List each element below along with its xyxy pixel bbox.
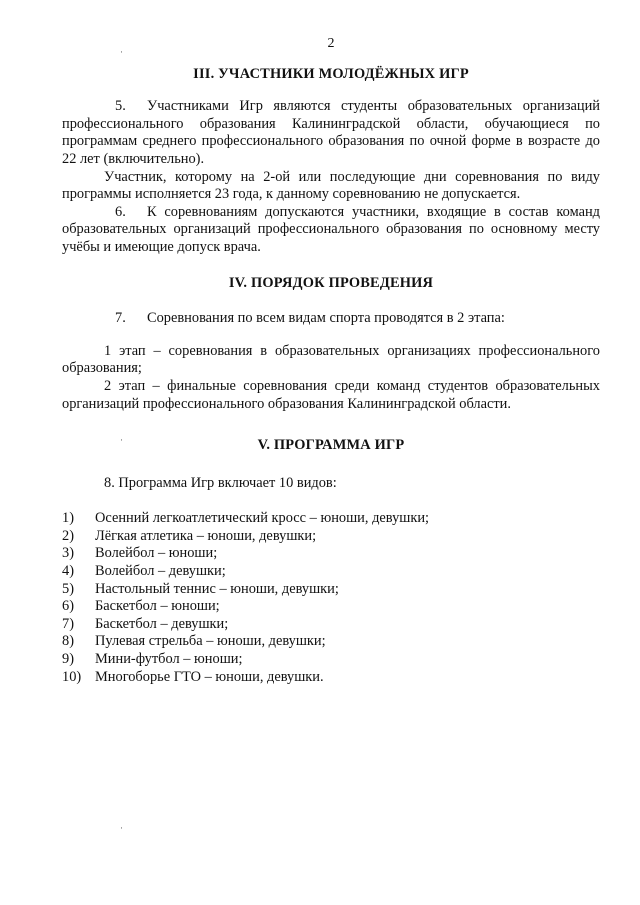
scan-speck: ·	[120, 47, 123, 57]
paragraph-6-number: 6.	[115, 203, 126, 220]
list-item	[62, 598, 600, 616]
paragraph-5-text: Участниками Игр являются студенты образовательных организаций профессионального образования Калининградской области, обучающиеся по программам среднего профессионального образования по очной форме в возрасте до 22 лет (включительно).	[62, 98, 600, 167]
list-item-text: Осенний легкоатлетический кросс – юноши, девушки;	[95, 510, 430, 527]
list-item-text: Баскетбол – девушки;	[95, 615, 229, 632]
list-item-text: Настольный теннис – юноши, девушки;	[95, 580, 339, 597]
list-item-number: 4)	[62, 563, 74, 580]
paragraph-7-text: Соревнования по всем видам спорта проводятся в 2 этапа:	[147, 310, 505, 327]
section-4-title: IV. ПОРЯДОК ПРОВЕДЕНИЯ	[228, 274, 434, 291]
list-item	[62, 510, 600, 528]
list-item-number: 9)	[62, 651, 74, 668]
list-item-number: 5)	[62, 580, 74, 597]
list-item-text: Мини-футбол – юноши;	[95, 651, 243, 668]
paragraph-8: 8. Программа Игр включает 10 видов:	[104, 474, 337, 491]
list-item-number: 1)	[62, 510, 74, 527]
page-number: 2	[327, 36, 335, 51]
list-item	[62, 651, 600, 669]
stage-2-text: 2 этап – финальные соревнования среди команд студентов образовательных организаций профессионального образования Калининградской области.	[62, 377, 600, 412]
list-item	[62, 545, 600, 563]
list-item-text: Многоборье ГТО – юноши, девушки.	[95, 668, 324, 685]
section-3-title: III. УЧАСТНИКИ МОЛОДЁЖНЫХ ИГР	[193, 65, 469, 82]
sports-program-list	[62, 510, 600, 686]
list-item-number: 2)	[62, 527, 74, 544]
list-item	[62, 528, 600, 546]
list-item-number: 6)	[62, 598, 74, 615]
scan-speck: ·	[120, 435, 123, 445]
paragraph-7	[62, 310, 600, 328]
list-item-number: 10)	[62, 668, 82, 685]
paragraph-6	[62, 204, 600, 257]
section-5-title: V. ПРОГРАММА ИГР	[257, 437, 405, 454]
list-item-text: Пулевая стрельба – юноши, девушки;	[95, 633, 326, 650]
paragraph-5	[62, 98, 600, 168]
list-item	[62, 563, 600, 581]
list-item	[62, 669, 600, 687]
list-item-text: Волейбол – девушки;	[95, 563, 226, 580]
scan-speck: ·	[120, 823, 123, 833]
list-item-number: 7)	[62, 615, 74, 632]
paragraph-7-number: 7.	[115, 310, 126, 327]
list-item-number: 3)	[62, 545, 74, 562]
stage-1-text: 1 этап – соревнования в образовательных организациях профессионального образования;	[62, 342, 600, 377]
document-body	[62, 35, 600, 686]
list-item-text: Баскетбол – юноши;	[95, 598, 220, 615]
list-item-number: 8)	[62, 633, 74, 650]
list-item-text: Волейбол – юноши;	[95, 545, 218, 562]
list-item	[62, 581, 600, 599]
paragraph-5-continued: Участник, которому на 2-ой или последующие дни соревнования по виду программы исполняется 23 года, к данному соревнованию не допускается.	[62, 168, 600, 203]
list-item	[62, 616, 600, 634]
list-item-text: Лёгкая атлетика – юноши, девушки;	[95, 527, 317, 544]
list-item	[62, 633, 600, 651]
paragraph-5-number: 5.	[115, 98, 126, 115]
paragraph-6-text: К соревнованиям допускаются участники, входящие в состав команд образовательных организаций профессионального образования по основному месту учёбы и имеющие допуск врача.	[62, 203, 600, 255]
